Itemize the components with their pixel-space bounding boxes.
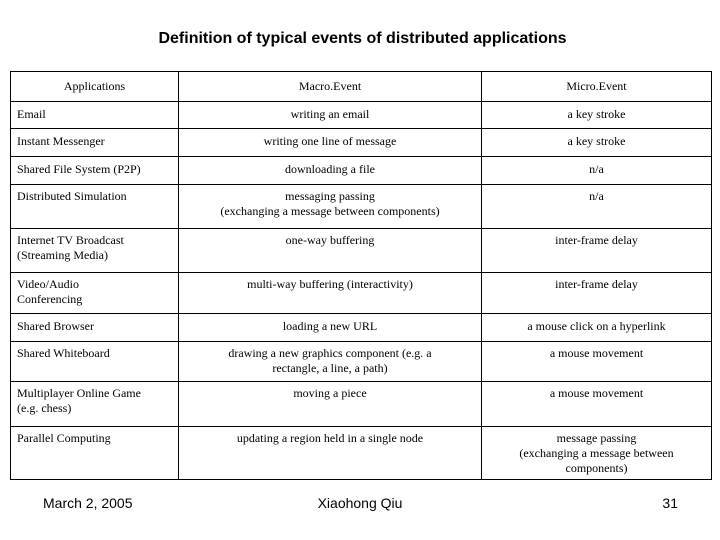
- header-micro-event: Micro.Event: [482, 72, 712, 102]
- table-row: [11, 314, 712, 342]
- footer-author: Xiaohong Qiu: [317, 495, 403, 511]
- macro-event-cell: messaging passing (exchanging a message between components): [179, 185, 482, 229]
- macro-event-cell: writing one line of message: [179, 129, 482, 157]
- table-row: [11, 382, 712, 427]
- app-cell: Instant Messenger: [11, 129, 179, 157]
- micro-event-cell: n/a: [482, 185, 712, 229]
- micro-event-cell: a mouse movement: [482, 382, 712, 427]
- table-row: [11, 342, 712, 382]
- macro-event-cell: downloading a file: [179, 157, 482, 185]
- table-row: [11, 157, 712, 185]
- micro-event-cell: inter-frame delay: [482, 273, 712, 314]
- app-cell: Shared Browser: [11, 314, 179, 342]
- macro-event-cell: one-way buffering: [179, 229, 482, 273]
- app-cell: Parallel Computing: [11, 427, 179, 480]
- micro-event-cell: a key stroke: [482, 129, 712, 157]
- footer-date: March 2, 2005: [43, 495, 133, 511]
- micro-event-cell: inter-frame delay: [482, 229, 712, 273]
- table-row: [11, 229, 712, 273]
- app-cell: Multiplayer Online Game (e.g. chess): [11, 382, 179, 427]
- app-cell: Shared Whiteboard: [11, 342, 179, 382]
- table-header-row: [11, 72, 712, 102]
- macro-event-cell: multi-way buffering (interactivity): [179, 273, 482, 314]
- table-row: [11, 102, 712, 129]
- app-cell: Video/Audio Conferencing: [11, 273, 179, 314]
- header-applications: Applications: [11, 72, 179, 102]
- app-cell: Email: [11, 102, 179, 129]
- micro-event-cell: message passing (exchanging a message between components): [482, 427, 712, 480]
- macro-event-cell: updating a region held in a single node: [179, 427, 482, 480]
- header-macro-event: Macro.Event: [179, 72, 482, 102]
- app-cell: Distributed Simulation: [11, 185, 179, 229]
- micro-event-cell: a mouse click on a hyperlink: [482, 314, 712, 342]
- table-row: [11, 129, 712, 157]
- table-row: [11, 273, 712, 314]
- micro-event-cell: n/a: [482, 157, 712, 185]
- macro-event-cell: writing an email: [179, 102, 482, 129]
- macro-event-cell: drawing a new graphics component (e.g. a rectangle, a line, a path): [179, 342, 482, 382]
- macro-event-cell: loading a new URL: [179, 314, 482, 342]
- app-cell: Internet TV Broadcast (Streaming Media): [11, 229, 179, 273]
- macro-event-cell: moving a piece: [179, 382, 482, 427]
- micro-event-cell: a mouse movement: [482, 342, 712, 382]
- slide-title: Definition of typical events of distributed applications: [158, 30, 567, 47]
- events-table: [10, 71, 712, 480]
- footer-page-number: 31: [662, 495, 678, 511]
- table-row: [11, 427, 712, 480]
- table-row: [11, 185, 712, 229]
- micro-event-cell: a key stroke: [482, 102, 712, 129]
- app-cell: Shared File System (P2P): [11, 157, 179, 185]
